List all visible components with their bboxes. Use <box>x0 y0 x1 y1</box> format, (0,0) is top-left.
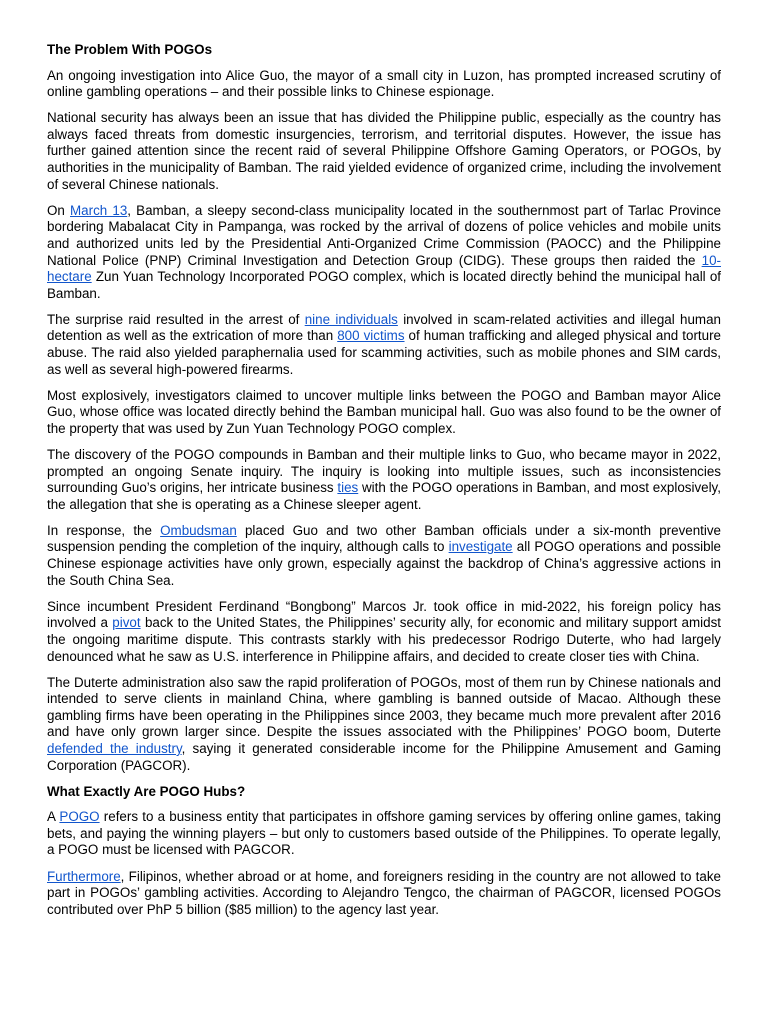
text-segment: The Duterte administration also saw the rapid proliferation of POGOs, most of them run by Chinese nationals and intended to serve clients in mainland China, where gambling is banned outside of Macao. Although these gambling firms have been operating in the Philippines since 2003, they became much more prevalent after 2016 and have only grown larger since. Despite the issues associated with the Philippines’ POGO boom, Duterte <box>47 674 721 740</box>
text-segment: The surprise raid resulted in the arrest of <box>47 311 305 327</box>
paragraph-raid <box>47 203 721 303</box>
paragraph-foreign-policy <box>47 599 721 665</box>
paragraph-restrictions <box>47 869 721 919</box>
paragraph-national-security: National security has always been an issue that has divided the Philippine public, especially as the country has always faced threats from domestic insurgencies, terrorism, and territorial disputes. However, the issue has further gained attention since the recent raid of several Philippine Offshore Gaming Operators, or POGOs, by authorities in the municipality of Bamban. The raid yielded evidence of organized crime, including the involvement of several Chinese nationals. <box>47 110 721 192</box>
link-ombudsman[interactable]: Ombudsman <box>160 522 237 538</box>
link-pivot[interactable]: pivot <box>112 615 141 631</box>
text-segment: The discovery of the POGO compounds in Bamban and their multiple links to Guo, who became mayor in 2022, prompted an ongoing Senate inquiry. The inquiry is looking into multiple issues, such as inconsistencies surrounding Guo’s origins, her intricate business <box>47 446 721 496</box>
text-segment: placed Guo and two other Bamban officials under a six-month preventive suspension pending the completion of the inquiry, although calls to <box>47 522 721 555</box>
text-segment: involved in scam-related activities and illegal human detention as well as the extrication of more than <box>47 311 721 344</box>
text-segment: all POGO operations and possible Chinese espionage activities have only grown, especially against the backdrop of China’s aggressive actions in the South China Sea. <box>47 539 721 588</box>
text-segment: Zun Yuan Technology Incorporated POGO complex, which is located directly behind the municipal hall of Bamban. <box>47 269 721 301</box>
text-segment: On <box>47 202 71 218</box>
text-segment: refers to a business entity that participates in offshore gaming services by offering online games, taking bets, and paying the winning players – but only to customers based outside of the Philippines. To operate legally, a POGO must be licensed with PAGCOR. <box>47 809 721 858</box>
link-ties[interactable]: ties <box>337 480 359 496</box>
text-segment: , saying it generated considerable income for the Philippine Amusement and Gaming Corporation (PAGCOR). <box>47 740 721 773</box>
text-segment: , Bamban, a sleepy second-class municipality located in the southernmost part of Tarlac Province bordering Mabalacat City in Pampanga, was rocked by the arrival of dozens of police vehicles and mobile units and authorized units led by the Presidential Anti-Organized Crime Commission (PAOCC) and the Philippine National Police (PNP) Criminal Investigation and Detection Group (CIDG). These groups then raided the <box>47 202 721 268</box>
text-segment: In response, the <box>47 522 161 538</box>
paragraph-pogo-definition <box>47 809 721 859</box>
link-10-hectare[interactable]: 10-hectare <box>47 252 721 285</box>
paragraph-links-to-guo: Most explosively, investigators claimed to uncover multiple links between the POGO and Bamban mayor Alice Guo, whose office was located directly behind the Bamban municipal hall. Guo was also found to be the owner of the property that was used by Zun Yuan Technology POGO complex. <box>47 387 721 436</box>
paragraph-senate-inquiry <box>47 447 721 513</box>
text-segment: A <box>47 809 60 825</box>
link-pogo[interactable]: POGO <box>59 809 100 825</box>
section-heading-pogo-hubs: What Exactly Are POGO Hubs? <box>47 783 246 799</box>
text-segment: with the POGO operations in Bamban, and most explosively, the allegation that she is operating as a Chinese sleeper agent. <box>47 480 721 512</box>
text-segment: Since incumbent President Ferdinand “Bongbong” Marcos Jr. took office in mid-2022, his foreign policy has involved a <box>47 598 721 631</box>
link-furthermore[interactable]: Furthermore <box>47 868 121 884</box>
text-segment: , Filipinos, whether abroad or at home, and foreigners residing in the country are not allowed to take part in POGOs’ gambling activities. According to Alejandro Tengco, the chairman of PAGCOR, licensed POGOs contributed over PhP 5 billion ($85 million) to the agency last year. <box>47 868 721 917</box>
paragraph-duterte-administration <box>47 675 721 775</box>
paragraph-arrests <box>47 312 721 378</box>
paragraph-intro: An ongoing investigation into Alice Guo, the mayor of a small city in Luzon, has prompted increased scrutiny of online gambling operations – and their possible links to Chinese espionage. <box>47 67 721 100</box>
link-defended-the-industry[interactable]: defended the industry <box>47 740 182 756</box>
text-segment: back to the United States, the Philippines’ security ally, for economic and military support amidst the ongoing maritime dispute. This contrasts starkly with his predecessor Rodrigo Duterte, who had largely denounced what he saw as U.S. interference in Philippine affairs, and decided to create closer ties with China. <box>47 615 721 664</box>
link-investigate[interactable]: investigate <box>448 539 513 555</box>
link-nine-individuals[interactable]: nine individuals <box>304 311 398 327</box>
text-segment: of human trafficking and alleged physical and torture abuse. The raid also yielded paraphernalia used for scamming activities, such as mobile phones and SIM cards, as well as several high-powered firearms. <box>47 328 721 377</box>
link-march-13[interactable]: March 13 <box>70 202 128 218</box>
section-heading-pogo-problem: The Problem With POGOs <box>47 42 213 57</box>
link-800-victims[interactable]: 800 victims <box>337 328 405 344</box>
paragraph-ombudsman <box>47 523 721 589</box>
